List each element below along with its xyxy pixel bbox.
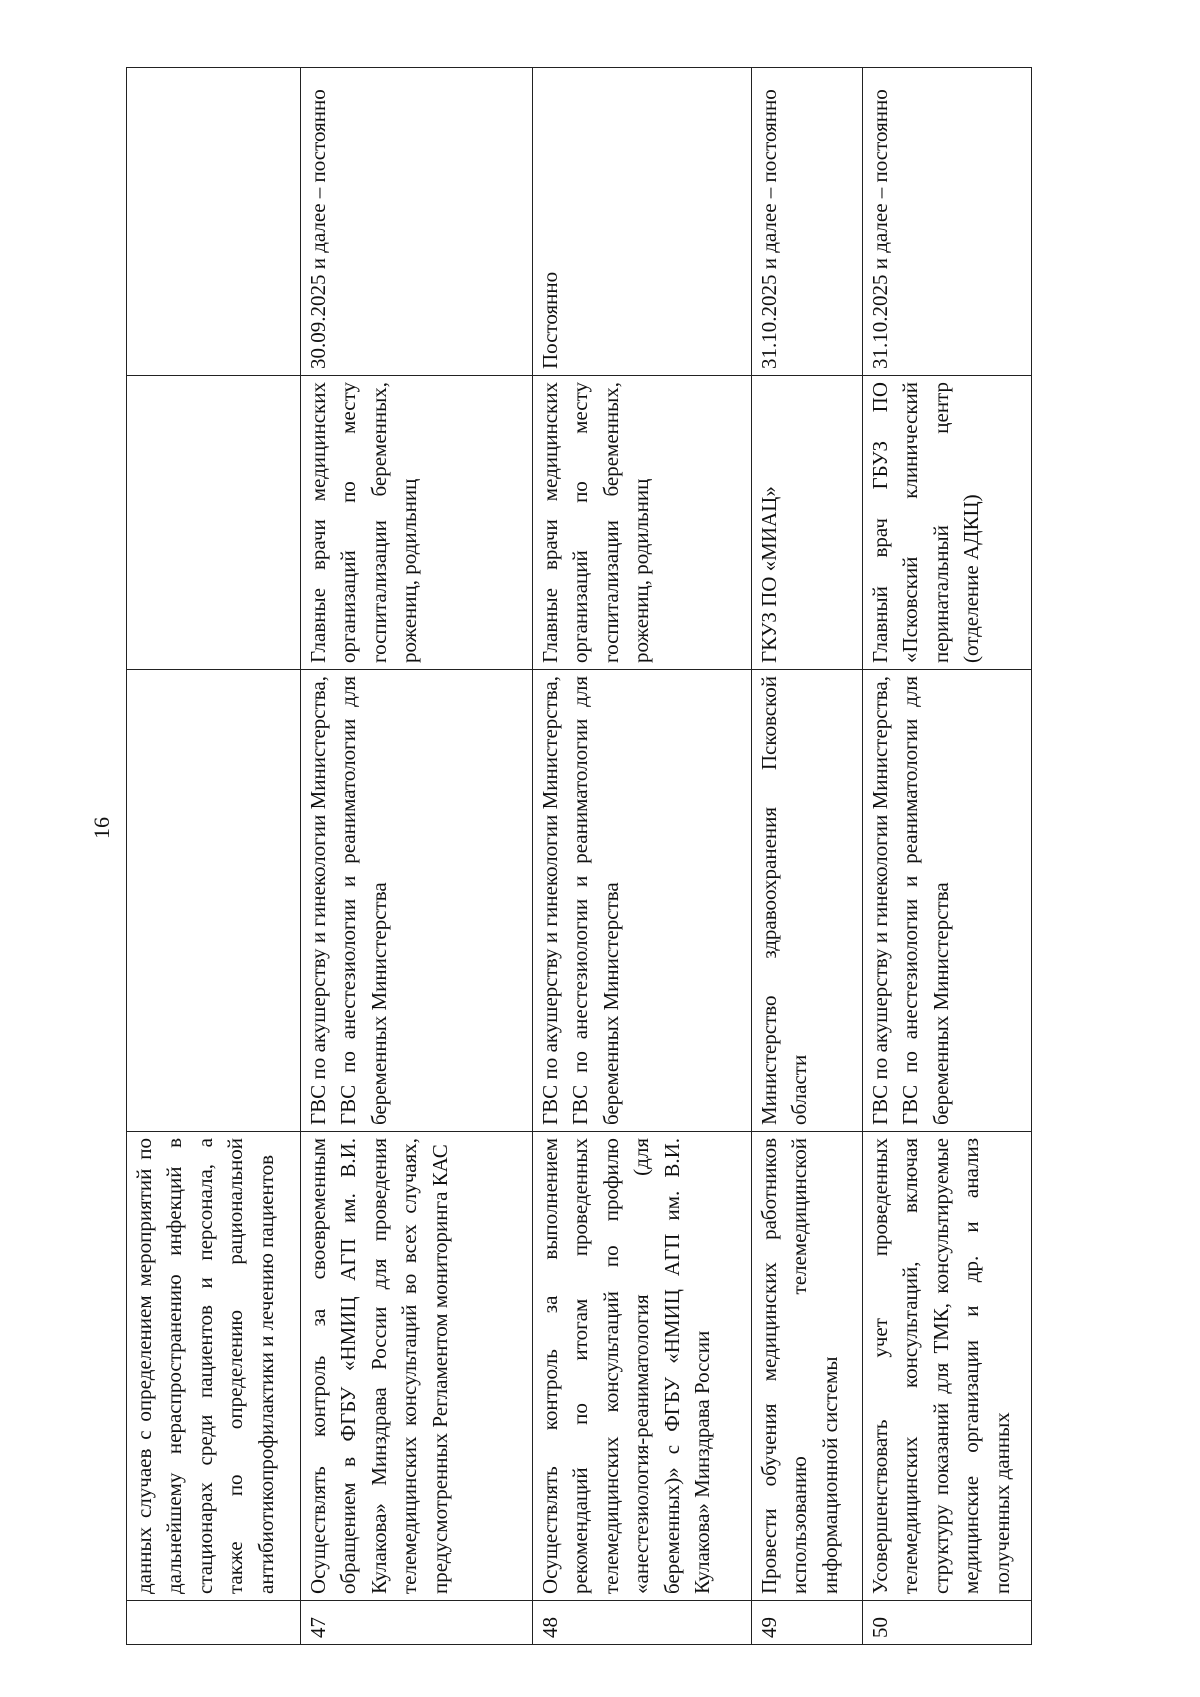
task-cell: Усовершенствовать учет проведенных телемедицинских консультаций, включая структуру показаний для ТМК, консультируемые медицинские организации и др. и анализ полученных данных	[863, 1132, 1032, 1601]
action-plan-table-wrapper	[126, 68, 1031, 1645]
deadline-cell: 30.09.2025 и далее – постоянно	[301, 68, 533, 376]
executor-cell	[127, 376, 301, 670]
task-cell: Провести обучения медицинских работников использованию телемедицинской информационной системы	[752, 1132, 863, 1601]
table-row	[533, 68, 752, 1645]
page-number: 16	[89, 817, 114, 839]
executor-cell: Главный врач ГБУЗ ПО «Псковский клинический перинатальный центр (отделение АДКЦ)	[863, 376, 1032, 670]
row-number: 48	[533, 1601, 752, 1645]
supervisor-cell: ГВС по акушерству и гинекологии Министерства, ГВС по анестезиологии и реаниматологии для беременных Министерства	[301, 670, 533, 1132]
table-row	[127, 68, 301, 1645]
deadline-cell	[127, 68, 301, 376]
supervisor-cell: Министерство здравоохранения Псковской области	[752, 670, 863, 1132]
deadline-cell: 31.10.2025 и далее – постоянно	[863, 68, 1032, 376]
supervisor-cell: ГВС по акушерству и гинекологии Министерства, ГВС по анестезиологии и реаниматологии для беременных Министерства	[863, 670, 1032, 1132]
row-number: 49	[752, 1601, 863, 1645]
row-number	[127, 1601, 301, 1645]
task-cell: Осуществлять контроль за своевременным обращением в ФГБУ «НМИЦ АГП им. В.И. Кулакова» Минздрава России для проведения телемедицинских консультаций во всех случаях, предусмотренных Регламентом мониторинга КАС	[301, 1132, 533, 1601]
table-row	[752, 68, 863, 1645]
executor-cell: Главные врачи медицинских организаций по месту госпитализации беременных, рожениц, родильниц	[301, 376, 533, 670]
row-number: 47	[301, 1601, 533, 1645]
executor-cell: Главные врачи медицинских организаций по месту госпитализации беременных, рожениц, родильниц	[533, 376, 752, 670]
executor-cell: ГКУЗ ПО «МИАЦ»	[752, 376, 863, 670]
task-cell: данных случаев с определением мероприятий по дальнейшему нераспространению инфекций в стационарах среди пациентов и персонала, а также по определению рациональной антибиотикопрофилактики и лечению пациентов	[127, 1132, 301, 1601]
supervisor-cell: ГВС по акушерству и гинекологии Министерства, ГВС по анестезиологии и реаниматологии для беременных Министерства	[533, 670, 752, 1132]
deadline-cell: 31.10.2025 и далее – постоянно	[752, 68, 863, 376]
deadline-cell: Постоянно	[533, 68, 752, 376]
table-row	[863, 68, 1032, 1645]
action-plan-table	[126, 67, 1032, 1645]
task-cell: Осуществлять контроль за выполнением рекомендаций по итогам проведенных телемедицинских консультаций по профилю «анестезиология-реаниматология (для беременных)» с ФГБУ «НМИЦ АГП им. В.И. Кулакова» Минздрава России	[533, 1132, 752, 1601]
supervisor-cell	[127, 670, 301, 1132]
row-number: 50	[863, 1601, 1032, 1645]
table-row	[301, 68, 533, 1645]
